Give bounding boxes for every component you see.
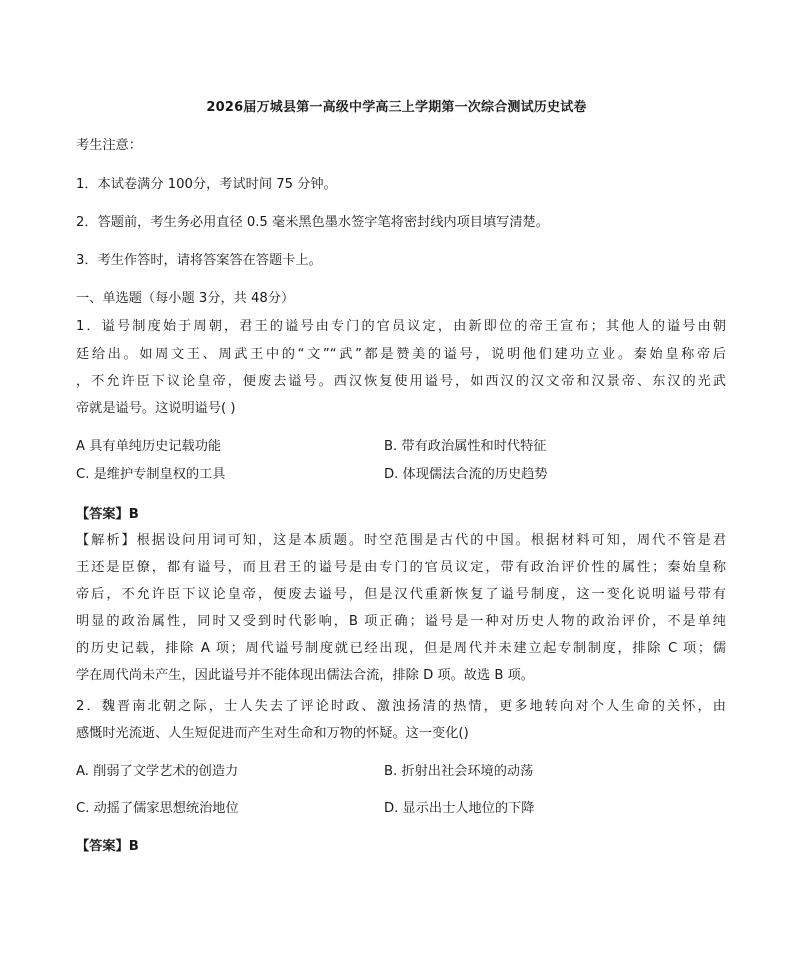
notice-item-1: 1．本试卷满分 100分，考试时间 75 分钟。 bbox=[76, 177, 337, 192]
option-c: C. 是维护专制皇权的工具 bbox=[76, 467, 226, 482]
option-a: A 具有单纯历史记载功能 bbox=[76, 439, 222, 454]
option-c: C. 动摇了儒家思想统治地位 bbox=[76, 801, 239, 816]
option-d: D. 显示出士人地位的下降 bbox=[384, 801, 535, 816]
question-1-line: 廷给出。如周文王、周武王中的“文”“武”都是赞美的谥号，说明他们建功立业。秦始皇称帝后 bbox=[76, 347, 726, 362]
notice-item-3: 3．考生作答时，请将答案答在答题卡上。 bbox=[76, 253, 322, 268]
option-b: B. 折射出社会环境的动荡 bbox=[384, 764, 534, 779]
question-2-line: 2．魏晋南北朝之际，士人失去了评论时政、激浊扬清的热情，更多地转向对个人生命的关怀，由 bbox=[76, 699, 726, 714]
analysis-line: 学在周代尚未产生，因此谥号并不能体现出儒法合流，排除 D 项。故选 B 项。 bbox=[76, 668, 534, 683]
analysis-line: 王还是臣僚，都有谥号，而且君王的谥号是由专门的官员议定，带有政治评价性的属性；秦始皇称 bbox=[76, 560, 726, 575]
answer-label: 【答案】B bbox=[76, 839, 139, 854]
analysis-line: 帝后，不允许臣下议论皇帝，便废去谥号，但是汉代重新恢复了谥号制度，这一变化说明谥号带有 bbox=[76, 587, 726, 602]
option-b: B. 带有政治属性和时代特征 bbox=[384, 439, 547, 454]
analysis-line: 【解析】根据设问用词可知，这是本质题。时空范围是古代的中国。根据材料可知，周代不管是君 bbox=[76, 533, 726, 548]
notice-item-2: 2．答题前，考生务必用直径 0.5 毫米黑色墨水签字笔将密封线内项目填写清楚。 bbox=[76, 215, 549, 230]
page-title: 2026届万城县第一高级中学高三上学期第一次综合测试历史试卷 bbox=[206, 100, 587, 115]
notice-heading: 考生注意： bbox=[76, 138, 142, 153]
question-2-line: 感慨时光流逝、人生短促进而产生对生命和万物的怀疑。这一变化() bbox=[76, 726, 469, 741]
analysis-line: 明显的政治属性，同时又受到时代影响，B 项正确；谥号是一种对历史人物的政治评价，不是单纯 bbox=[76, 614, 726, 629]
option-d: D. 体现儒法合流的历史趋势 bbox=[384, 467, 548, 482]
analysis-line: 的历史记载，排除 A 项；周代谥号制度就已经出现，但是周代并未建立起专制制度，排除 C 项；儒 bbox=[76, 641, 726, 656]
question-1-line: 1．谥号制度始于周朝，君王的谥号由专门的官员议定，由新即位的帝王宣布；其他人的谥号由朝 bbox=[76, 319, 726, 334]
option-a: A. 削弱了文学艺术的创造力 bbox=[76, 764, 239, 779]
section-heading: 一、单选题（每小题 3分，共 48分） bbox=[76, 291, 295, 306]
question-1-line: 帝就是谥号。这说明谥号( ) bbox=[76, 401, 236, 416]
answer-label: 【答案】B bbox=[76, 507, 139, 522]
question-1-line: ，不允许臣下议论皇帝，便废去谥号。西汉恢复使用谥号，如西汉的汉文帝和汉景帝、东汉的光武 bbox=[76, 374, 726, 389]
